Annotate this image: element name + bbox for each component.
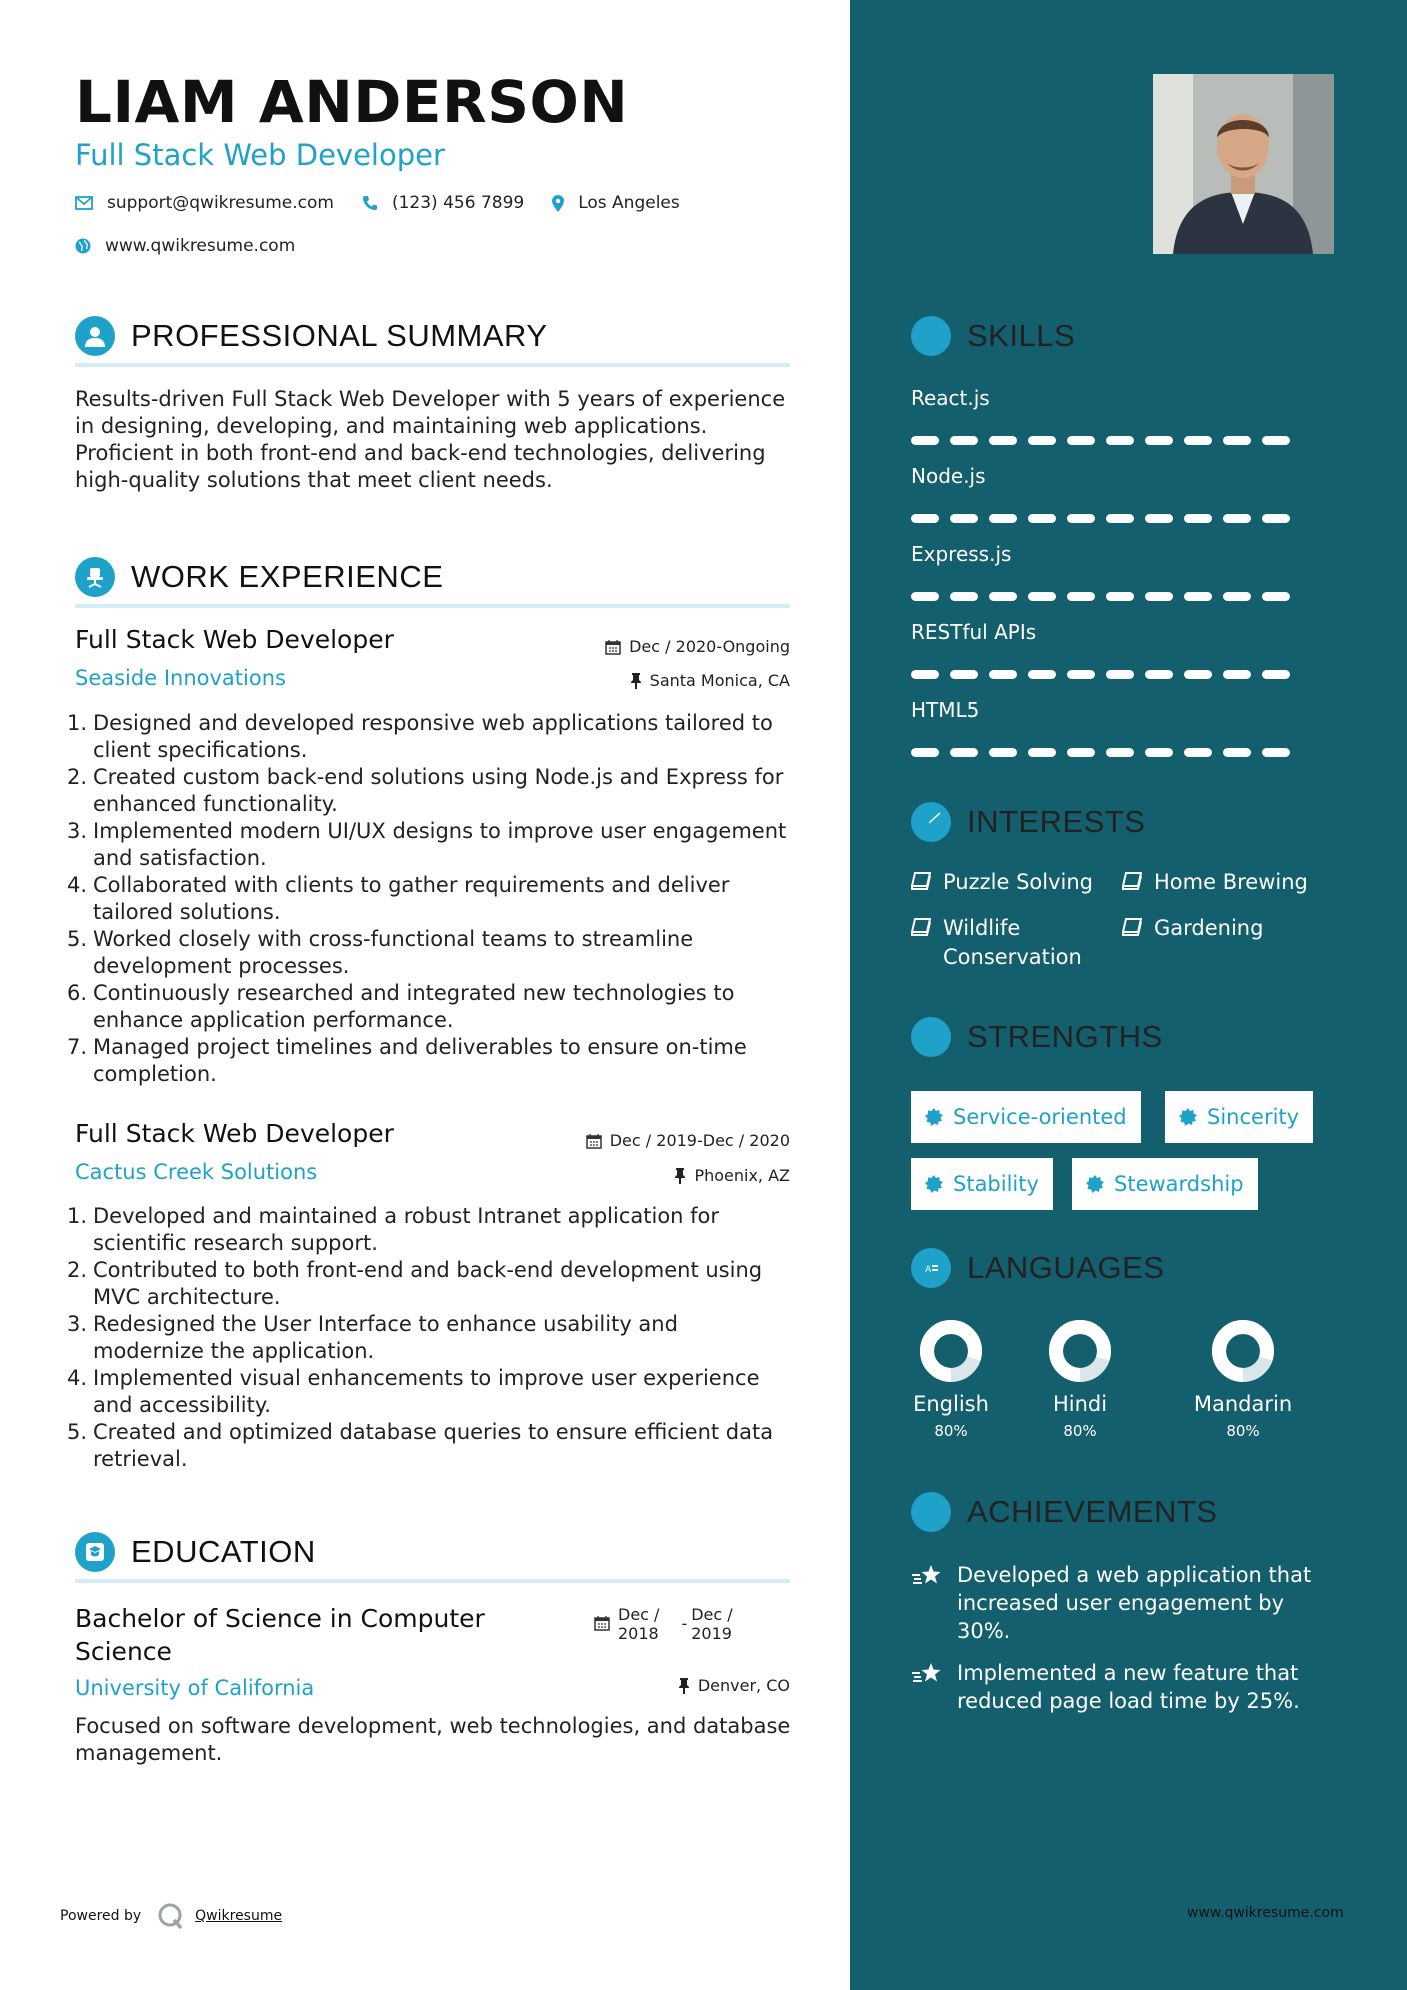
contact-location — [552, 193, 680, 213]
language-item — [901, 1318, 1001, 1440]
degree-line-1: Bachelor of Science in Computer — [75, 1604, 485, 1633]
office-chair-icon — [75, 557, 115, 597]
education-location-text: Denver, CO — [697, 1676, 790, 1695]
list-item: 3. Redesigned the User Interface to enhance usability and modernize the application. — [67, 1312, 678, 1363]
globe-icon — [75, 238, 91, 254]
language-card-icon — [911, 1248, 951, 1288]
job-bullets — [67, 1203, 795, 1473]
interest-item: Wildlife Conservation — [911, 914, 1101, 972]
pushpin-icon — [630, 673, 642, 689]
language-ring-center — [1068, 1339, 1092, 1363]
list-item: 5. Worked closely with cross-functional teams to streamline development processes. — [67, 927, 694, 978]
degree-title — [75, 1602, 535, 1668]
strength-badge: Service-oriented — [911, 1091, 1141, 1143]
graduate-icon — [75, 1532, 115, 1572]
list-item: 4. Collaborated with clients to gather requirements and deliver tailored solutions. — [67, 873, 730, 924]
interest-item: Gardening — [1122, 914, 1322, 943]
skills-heading — [911, 316, 1075, 356]
language-level-chart — [1210, 1318, 1276, 1384]
languages-heading — [911, 1248, 1164, 1288]
achievement-item: Implemented a new feature that reduced page load time by 25%. — [911, 1659, 1331, 1715]
interest-item: Puzzle Solving — [911, 868, 1111, 897]
language-item — [1030, 1318, 1130, 1440]
summary-title: PROFESSIONAL SUMMARY — [131, 318, 548, 353]
pushpin-icon — [678, 1678, 690, 1694]
badge-icon — [925, 1175, 943, 1193]
book-icon — [911, 918, 931, 936]
calendar-icon — [605, 639, 621, 655]
brand-link[interactable]: Qwikresume — [195, 1908, 283, 1924]
raised-hand-icon — [911, 1017, 951, 1057]
education-title: EDUCATION — [131, 1534, 316, 1569]
email-text: support@qwikresume.com — [107, 193, 334, 213]
skill-name: Node.js — [911, 464, 986, 488]
book-icon — [911, 872, 931, 890]
job-company: Cactus Creek Solutions — [75, 1160, 318, 1184]
candidate-name: LIAM ANDERSON — [75, 68, 629, 136]
strength-badge: Stewardship — [1072, 1158, 1258, 1210]
envelope-icon — [75, 196, 93, 210]
skill-level-bar — [911, 670, 1301, 679]
job-title: Full Stack Web Developer — [75, 1119, 394, 1148]
pushpin-icon — [674, 1168, 686, 1184]
summary-divider — [75, 363, 790, 367]
summary-text: Results-driven Full Stack Web Developer with 5 years of experience in designing, developing, and maintaining web applications. Proficient in both front-end and back-end technologies, delivering high-quality solutions that meet client needs. — [75, 387, 786, 492]
list-item: 6. Continuously researched and integrated new technologies to enhance application performance. — [67, 981, 735, 1032]
calendar-icon — [594, 1615, 610, 1631]
badge-icon — [1086, 1175, 1104, 1193]
map-pin-icon — [552, 195, 564, 212]
language-ring-center — [939, 1339, 963, 1363]
skill-level-bar — [911, 748, 1301, 757]
education-end: Dec / 2019 — [691, 1605, 733, 1643]
education-start: Dec / 2018 — [618, 1605, 660, 1643]
language-name: English — [913, 1392, 989, 1416]
interest-item: Home Brewing — [1122, 868, 1342, 897]
star-badge-icon — [911, 1492, 951, 1532]
school-name: University of California — [75, 1676, 315, 1700]
skill-name: React.js — [911, 386, 990, 410]
experience-divider — [75, 604, 790, 608]
strengths-title: STRENGTHS — [967, 1019, 1163, 1054]
language-name: Mandarin — [1193, 1392, 1293, 1416]
language-percent: 80% — [934, 1422, 968, 1440]
language-ring-center — [1231, 1339, 1255, 1363]
footer-site[interactable]: www.qwikresume.com — [1187, 1905, 1344, 1921]
skill-level-bar — [911, 592, 1301, 601]
job-bullets — [67, 710, 795, 1088]
paper-plane-icon — [911, 802, 951, 842]
job-location — [480, 1166, 790, 1185]
list-item: 2. Created custom back-end solutions using Node.js and Express for enhanced functionality. — [67, 765, 784, 816]
book-icon — [1122, 872, 1142, 890]
skill-name: Express.js — [911, 542, 1012, 566]
language-percent: 80% — [1063, 1422, 1097, 1440]
skill-name: HTML5 — [911, 698, 980, 722]
list-item: 5. Created and optimized database queries to ensure efficient data retrieval. — [67, 1420, 774, 1471]
job-date — [480, 1131, 790, 1150]
job-location-text: Phoenix, AZ — [694, 1166, 790, 1185]
job-date — [480, 637, 790, 656]
education-description: Focused on software development, web technologies, and database management. — [75, 1714, 791, 1765]
powered-by — [60, 1902, 282, 1930]
job-date-text: Dec / 2020-Ongoing — [629, 637, 790, 656]
education-divider — [75, 1579, 790, 1583]
experience-heading — [75, 557, 443, 597]
strength-badge: Stability — [911, 1158, 1053, 1210]
achievements-title: ACHIEVEMENTS — [967, 1494, 1218, 1529]
language-name: Hindi — [1052, 1392, 1108, 1416]
list-item: 1. Designed and developed responsive web applications tailored to client specifications. — [67, 711, 773, 762]
language-item — [1168, 1318, 1318, 1440]
svg-text:A: A — [925, 1265, 932, 1275]
language-percent: 80% — [1226, 1422, 1260, 1440]
list-item: 3. Implemented modern UI/UX designs to improve user engagement and satisfaction. — [67, 819, 787, 870]
location-text: Los Angeles — [578, 193, 680, 213]
interests-heading — [911, 802, 1145, 842]
qwikresume-logo-icon — [157, 1902, 185, 1930]
skill-name: RESTful APIs — [911, 620, 1037, 644]
profile-photo — [1153, 74, 1334, 254]
languages-title: LANGUAGES — [967, 1250, 1165, 1285]
list-item: 1. Developed and maintained a robust Intranet application for scientific research support. — [67, 1204, 720, 1255]
interests-title: INTERESTS — [967, 804, 1146, 839]
education-date — [594, 1605, 733, 1643]
skill-level-bar — [911, 514, 1301, 523]
date-separator: - — [681, 1614, 688, 1633]
job-company: Seaside Innovations — [75, 666, 286, 690]
achievements-heading — [911, 1492, 1218, 1532]
shooting-star-icon — [911, 1563, 945, 1589]
contact-phone[interactable] — [362, 193, 524, 213]
calendar-icon — [586, 1133, 602, 1149]
education-heading — [75, 1532, 316, 1572]
strengths-heading — [911, 1017, 1163, 1057]
list-item: 4. Implemented visual enhancements to improve user experience and accessibility. — [67, 1366, 760, 1417]
job-title: Full Stack Web Developer — [75, 625, 394, 654]
contact-row — [75, 193, 708, 213]
strength-badge: Sincerity — [1165, 1091, 1313, 1143]
skills-title: SKILLS — [967, 318, 1076, 353]
contact-row-2 — [75, 236, 323, 256]
candidate-title: Full Stack Web Developer — [75, 138, 445, 172]
language-level-chart — [1047, 1318, 1113, 1384]
phone-text: (123) 456 7899 — [391, 193, 525, 213]
experience-title: WORK EXPERIENCE — [131, 559, 444, 594]
badge-icon — [925, 1108, 943, 1126]
lightbulb-icon — [911, 316, 951, 356]
powered-by-text: Powered by — [60, 1908, 142, 1924]
education-location — [480, 1676, 790, 1695]
skill-level-bar — [911, 436, 1301, 445]
badge-icon — [1179, 1108, 1197, 1126]
job-date-text: Dec / 2019-Dec / 2020 — [609, 1131, 790, 1150]
shooting-star-icon — [911, 1661, 945, 1687]
user-icon — [75, 316, 115, 356]
list-item: 2. Contributed to both front-end and back-end development using MVC architecture. — [67, 1258, 763, 1309]
job-location — [480, 671, 790, 690]
job-location-text: Santa Monica, CA — [649, 671, 790, 690]
phone-icon — [362, 195, 378, 211]
summary-heading — [75, 316, 548, 356]
language-level-chart — [918, 1318, 984, 1384]
degree-line-2: Science — [75, 1637, 172, 1666]
website-text: www.qwikresume.com — [105, 236, 296, 256]
contact-email[interactable] — [75, 193, 334, 213]
book-icon — [1122, 918, 1142, 936]
list-item: 7. Managed project timelines and deliverables to ensure on-time completion. — [67, 1035, 747, 1086]
contact-website[interactable] — [75, 236, 295, 256]
achievement-item: Developed a web application that increased user engagement by 30%. — [911, 1561, 1331, 1645]
